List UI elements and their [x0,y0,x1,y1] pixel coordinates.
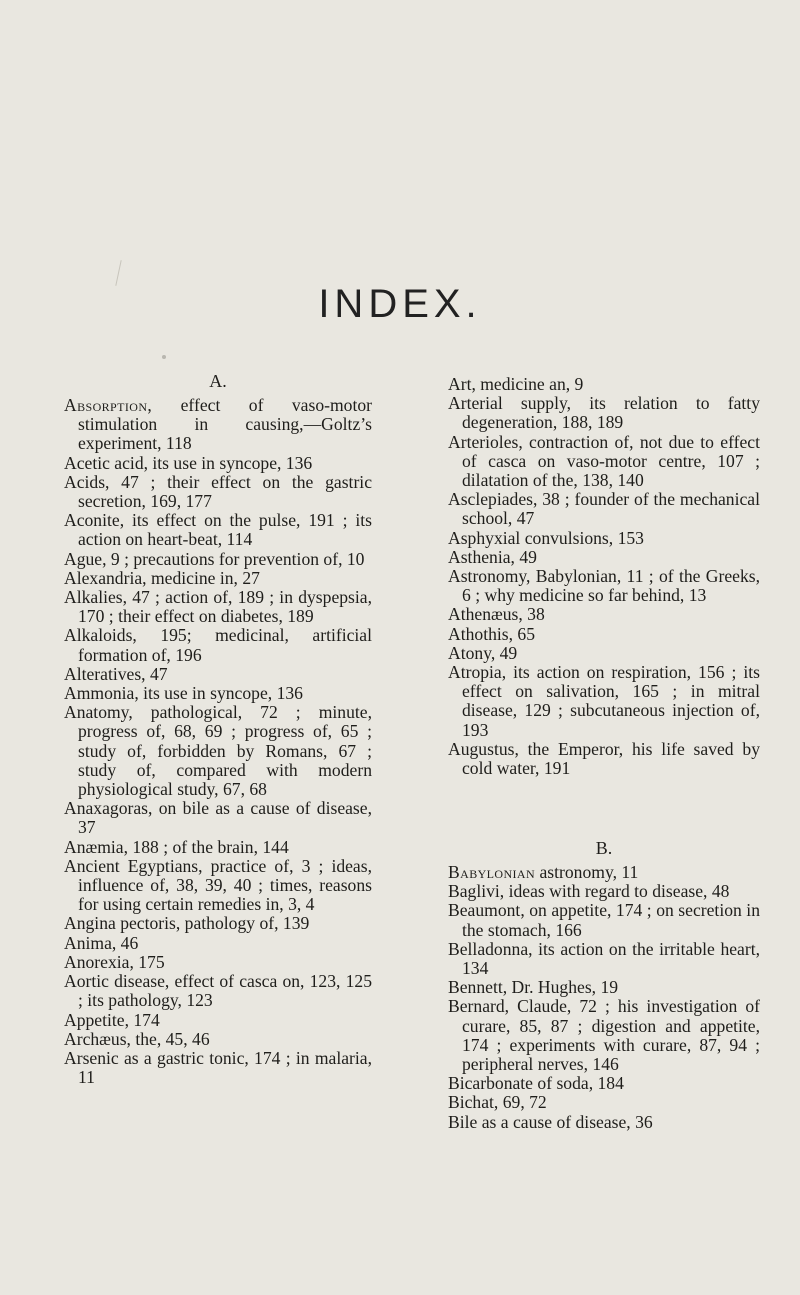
index-entry [64,1030,372,1049]
index-entry [64,838,372,857]
index-entry [448,997,760,1074]
index-entry [448,901,760,939]
index-entry [448,863,760,882]
index-entry [448,882,760,901]
entry-text: Beaumont, on appetite, 174 ; on secretion in the stomach, 166 [448,900,760,940]
entry-text: Appetite, 174 [64,1009,160,1030]
index-entry [64,511,372,549]
right-entry-list-b [448,863,760,1132]
index-entry [64,473,372,511]
index-entry [64,588,372,626]
index-entry: Arterioles, contraction of, not due to effect of casca on vaso-motor centre, 107 ; dilatation of the, 138, 140 [448,431,760,491]
entry-head: Absorption, [64,395,153,415]
index-entry [64,550,372,569]
entry-text: Alkaloids, 195; medicinal, artificial formation of, 196 [64,625,372,665]
right-entry-list-a [448,375,760,778]
entry-text: Anima, 46 [64,932,139,953]
entry-text: Alkalies, 47 ; action of, 189 ; in dyspepsia, 170 ; their effect on diabetes, 189 [64,587,372,627]
entry-text: Archæus, the, 45, 46 [64,1028,210,1049]
entry-text: Anaxagoras, on bile as a cause of disease, 37 [64,798,372,838]
index-entry: Atony, 49 [448,642,518,663]
entry-text: astronomy, 11 [535,862,639,882]
section-letter-b: B. [595,838,613,858]
entry-text: Baglivi, ideas with regard to disease, 48 [448,881,730,902]
index-entry [64,684,372,703]
page-title: INDEX. [318,282,482,326]
entry-text: Alteratives, 47 [64,663,168,684]
index-entry: Art, medicine an, 9 [448,374,584,394]
index-entry [64,857,372,915]
entry-text: Anatomy, pathological, 72 ; minute, progress of, 68, 69 ; progress of, 65 ; study of, forbidden by Romans, 67 ; study of, compared with modern physiological study, 67, 68 [64,702,372,800]
index-entry: Athenæus, 38 [448,604,545,625]
section-letter-a: A. [209,371,227,391]
index-entry: Augustus, the Emperor, his life saved by cold water, 191 [448,738,760,779]
index-entry: Asthenia, 49 [448,546,537,567]
entry-text: Angina pectoris, pathology of, 139 [64,913,310,934]
entry-text: effect of vaso-motor stimulation in causing,—Goltz’s experiment, 118 [78,395,372,454]
entry-text: Bennett, Dr. Hughes, 19 [448,977,619,998]
index-entry [64,934,372,953]
index-entry [64,1011,372,1030]
index-entry [448,940,760,978]
index-entry [64,972,372,1010]
index-entry [64,626,372,664]
left-entry-list [64,396,372,1087]
entry-text: Acids, 47 ; their effect on the gastric secretion, 169, 177 [64,471,372,512]
entry-text: Alexandria, medicine in, 27 [64,567,260,588]
entry-text: Anorexia, 175 [64,951,165,972]
index-entry [64,396,372,454]
entry-text: Aconite, its effect on the pulse, 191 ; its action on heart-beat, 114 [64,510,372,550]
index-entry [448,978,760,997]
index-entry [64,665,372,684]
entry-text: Bichat, 69, 72 [448,1092,547,1113]
index-entry [448,1093,760,1112]
index-entry [448,1113,760,1132]
entry-text: Arsenic as a gastric tonic, 174 ; in malaria, 11 [64,1047,372,1088]
entry-text: Bernard, Claude, 72 ; his investigation of curare, 85, 87 ; digestion and appetite, 174 ; experiments with curare, 87, 94 ; peripheral nerves, 146 [448,996,760,1075]
index-entry [64,454,372,473]
index-entry [64,953,372,972]
entry-text: Ammonia, its use in syncope, 136 [64,683,303,704]
index-entry [64,1049,372,1087]
index-entry: Asclepiades, 38 ; founder of the mechanical school, 47 [448,489,760,529]
index-entry: Astronomy, Babylonian, 11 ; of the Greeks, 6 ; why medicine so far behind, 13 [448,566,760,606]
entry-text: Bile as a cause of disease, 36 [448,1111,653,1132]
entry-text: Ague, 9 ; precautions for prevention of, 10 [64,548,365,569]
entry-text: Bicarbonate of soda, 184 [448,1073,624,1094]
index-entry: Atropia, its action on respiration, 156 ; its effect on salivation, 165 ; in mitral disease, 129 ; subcutaneous injection of, 193 [448,662,760,740]
entry-text: Ancient Egyptians, practice of, 3 ; ideas, influence of, 38, 39, 40 ; times, reasons for using certain remedies in, 3, 4 [64,855,372,915]
index-entry [64,914,372,933]
paper-speck [162,355,166,359]
index-entry: Athothis, 65 [448,623,535,644]
index-entry: Arterial supply, its relation to fatty degeneration, 188, 189 [448,393,760,433]
entry-text: Belladonna, its action on the irritable heart, 134 [448,938,760,979]
index-entry [64,569,372,588]
entry-text: Anæmia, 188 ; of the brain, 144 [64,836,289,857]
entry-text: Aortic disease, effect of casca on, 123, 125 ; its pathology, 123 [64,971,372,1011]
entry-text: Acetic acid, its use in syncope, 136 [64,452,313,473]
index-entry [64,799,372,837]
entry-head: Babylonian [448,862,536,882]
index-entry: Asphyxial convulsions, 153 [448,527,644,548]
index-entry [448,1074,760,1093]
index-entry [64,703,372,799]
